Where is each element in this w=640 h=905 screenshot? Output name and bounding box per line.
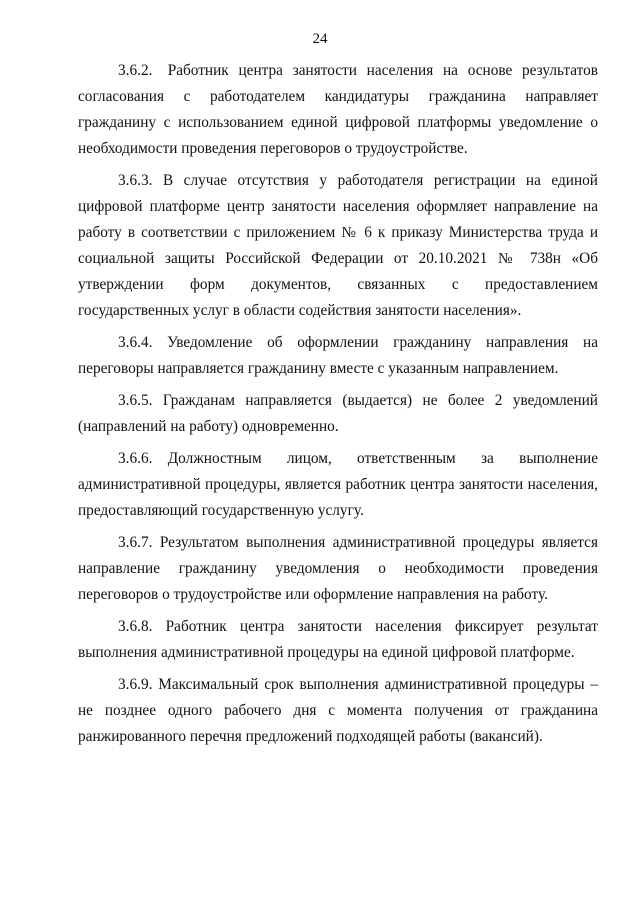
paragraph-3-6-4: 3.6.4. Уведомление об оформлении гражданину направления на переговоры направляется гражданину вместе с указанным направлением. (78, 334, 598, 377)
document-body (78, 58, 598, 756)
paragraph-3-6-3: 3.6.3. В случае отсутствия у работодателя регистрации на единой цифровой платформе центр занятости населения оформляет направление на работу в соответствии с приложением № 6 к приказу Министерства труда и социальной защиты Российской Федерации от 20.10.2021 № 738н «Об утверждении форм документов, связанных с предоставлением государственных услуг в области содействия занятости населения». (78, 172, 598, 319)
paragraph-3-6-5: 3.6.5. Гражданам направляется (выдается) не более 2 уведомлений (направлений на работу) одновременно. (78, 392, 598, 435)
paragraph-3-6-7: 3.6.7. Результатом выполнения административной процедуры является направление гражданину уведомления о необходимости проведения переговоров о трудоустройстве или оформление направления на работу. (78, 534, 598, 603)
paragraph-3-6-2: 3.6.2. Работник центра занятости населения на основе результатов согласования с работодателем кандидатуры гражданина направляет гражданину с использованием единой цифровой платформы уведомление о необходимости проведения переговоров о трудоустройстве. (78, 62, 598, 157)
paragraph-3-6-9: 3.6.9. Максимальный срок выполнения административной процедуры – не позднее одного рабочего дня с момента получения от гражданина ранжированного перечня предложений подходящей работы (вакансий). (78, 676, 598, 745)
paragraph-3-6-8: 3.6.8. Работник центра занятости населения фиксирует результат выполнения административной процедуры на единой цифровой платформе. (78, 618, 598, 661)
paragraph-3-6-6: 3.6.6. Должностным лицом, ответственным за выполнение административной процедуры, является работник центра занятости населения, предоставляющий государственную услугу. (78, 450, 598, 519)
page-number: 24 (312, 31, 328, 47)
